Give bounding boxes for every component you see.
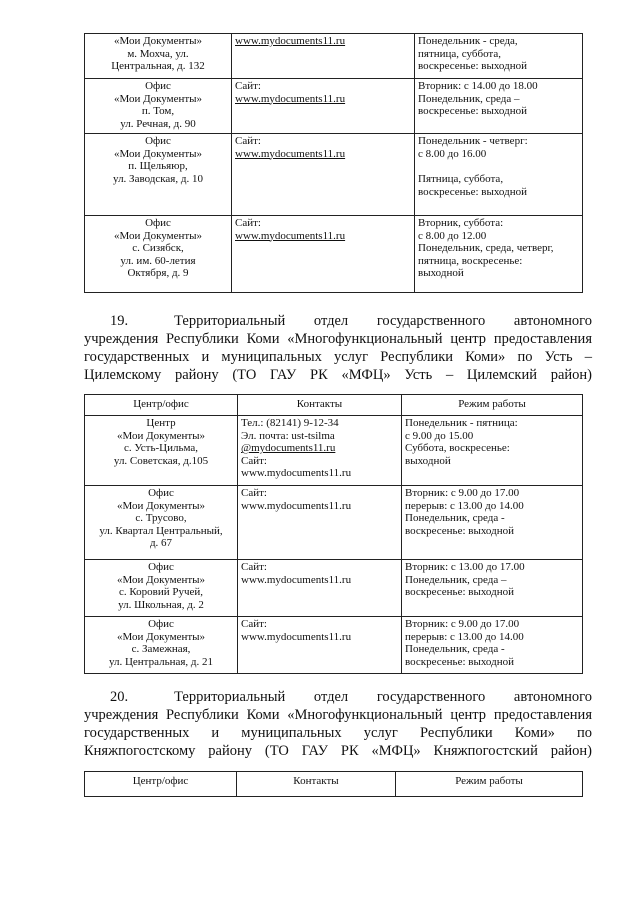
- hours-line: с 8.00 до 12.00: [418, 229, 487, 242]
- hours-line: воскресенье: выходной: [418, 60, 527, 72]
- hours-cell: [415, 79, 583, 134]
- office-line: с. Сизябск,: [132, 242, 184, 254]
- contacts-cell: [238, 486, 402, 560]
- office-line: п. Том,: [141, 105, 175, 117]
- hours-cell: [415, 216, 583, 293]
- header-contacts: Контакты: [237, 772, 396, 797]
- contacts-cell: [232, 34, 415, 79]
- office-line: м. Мохча, ул.: [127, 47, 189, 60]
- office-cell: [85, 416, 238, 486]
- hours-line: воскресенье: выходной: [418, 105, 527, 117]
- contact-link[interactable]: www.mydocuments11.ru: [241, 467, 352, 479]
- header-contacts: Контакты: [238, 395, 402, 416]
- hours-line: Понедельник, среда -: [405, 512, 505, 524]
- contact-line: Сайт:: [235, 217, 261, 229]
- office-cell: [85, 79, 232, 134]
- section-19-number: 19.: [110, 313, 129, 329]
- office-line: «Мои Документы»: [113, 35, 203, 47]
- hours-line: воскресенье: выходной: [405, 524, 514, 537]
- office-line: «Мои Документы»: [116, 630, 206, 643]
- office-line: «Мои Документы»: [116, 573, 206, 586]
- contact-link[interactable]: www.mydocuments11.ru: [235, 92, 346, 105]
- hours-line: Вторник, суббота:: [418, 217, 504, 229]
- office-cell: [85, 34, 232, 79]
- hours-cell: [415, 34, 583, 79]
- table-header-row: [85, 395, 583, 416]
- header-office: Центр/офис: [85, 772, 237, 797]
- contact-link[interactable]: www.mydocuments11.ru: [235, 35, 346, 47]
- hours-line: Понедельник - четверг:: [418, 135, 528, 147]
- contact-link[interactable]: www.mydocuments11.ru: [241, 499, 352, 512]
- hours-line: перерыв: с 13.00 до 14.00: [405, 499, 524, 512]
- hours-cell: [402, 560, 583, 617]
- section-20-number: 20.: [110, 689, 129, 705]
- table-row: [85, 486, 583, 560]
- office-line: Центральная, д. 132: [111, 60, 205, 72]
- hours-line: Суббота, воскресенье:: [405, 442, 510, 454]
- hours-cell: [402, 416, 583, 486]
- table-row: [85, 134, 583, 216]
- contacts-cell: [238, 416, 402, 486]
- office-line: «Мои Документы»: [113, 147, 203, 160]
- office-line: «Мои Документы»: [113, 229, 203, 242]
- office-line: с. Усть-Цильма,: [123, 442, 199, 454]
- office-cell: [85, 560, 238, 617]
- contact-line: Сайт:: [235, 80, 261, 92]
- hours-line: Понедельник - пятница:: [405, 417, 518, 429]
- knyazhpogost-offices-table: [84, 771, 583, 797]
- office-line: ул. Советская, д.105: [113, 454, 209, 467]
- table-row: [85, 617, 583, 674]
- office-line: Офис: [148, 561, 174, 573]
- contacts-cell: [232, 134, 415, 216]
- hours-spacer: [418, 160, 579, 173]
- hours-line: Вторник: с 14.00 до 18.00: [418, 80, 538, 92]
- hours-line: с 9.00 до 15.00: [405, 429, 474, 442]
- hours-line: Пятница, суббота,: [418, 173, 504, 185]
- hours-line: Вторник: с 13.00 до 17.00: [405, 561, 525, 573]
- office-line: с. Трусово,: [135, 512, 187, 524]
- contact-link[interactable]: www.mydocuments11.ru: [235, 147, 346, 160]
- office-cell: [85, 216, 232, 293]
- office-line: Офис: [145, 135, 171, 147]
- office-line: Офис: [145, 80, 171, 92]
- office-line: ул. Заводская, д. 10: [113, 172, 203, 185]
- section-19-text: Территориальный отдел государственного автономного учреждения Республики Коми «Многофункциональный центр предоставления государственных и муниципальных услуг Республики Коми» по Усть – Цилемскому району (ТО ГАУ РК «МФЦ» Усть – Цилемский район): [84, 313, 592, 383]
- office-line: с. Замежная,: [131, 643, 191, 655]
- hours-line: выходной: [405, 454, 451, 467]
- hours-line: с 8.00 до 16.00: [418, 147, 487, 160]
- office-line: ул. Речная, д. 90: [120, 117, 196, 130]
- table-row: [85, 79, 583, 134]
- hours-cell: [402, 486, 583, 560]
- header-office: Центр/офис: [85, 395, 238, 416]
- contact-line: Тел.: (82141) 9-12-34: [241, 417, 339, 429]
- contact-line: Сайт:: [241, 487, 267, 499]
- contact-link[interactable]: Эл. почта: ust-tsilma: [241, 429, 335, 442]
- office-line: ул. Центральная, д. 21: [108, 655, 214, 668]
- contact-line: Сайт:: [241, 618, 267, 630]
- hours-line: Вторник: с 9.00 до 17.00: [405, 618, 520, 630]
- contact-link[interactable]: www.mydocuments11.ru: [241, 573, 352, 586]
- table-row: [85, 34, 583, 79]
- contacts-cell: [238, 560, 402, 617]
- offices-table-continued: [84, 33, 583, 293]
- office-line: Октября, д. 9: [127, 267, 189, 279]
- office-line: Центр: [146, 417, 176, 429]
- office-cell: [85, 617, 238, 674]
- office-line: «Мои Документы»: [116, 499, 206, 512]
- office-line: «Мои Документы»: [116, 429, 206, 442]
- office-line: ул. им. 60-летия: [120, 254, 196, 267]
- table-row: [85, 216, 583, 293]
- hours-cell: [415, 134, 583, 216]
- hours-line: воскресенье: выходной: [405, 586, 514, 598]
- hours-cell: [402, 617, 583, 674]
- offices-table-body: [85, 34, 583, 293]
- hours-line: Вторник: с 9.00 до 17.00: [405, 487, 520, 499]
- office-line: ул. Школьная, д. 2: [118, 598, 204, 611]
- section-20-paragraph: [84, 688, 592, 760]
- header-hours: Режим работы: [396, 772, 583, 797]
- contact-link[interactable]: www.mydocuments11.ru: [235, 229, 346, 242]
- contact-line: Сайт:: [235, 135, 261, 147]
- section-20-text: Территориальный отдел государственного автономного учреждения Республики Коми «Многофункциональный центр предоставления государственных и муниципальных услуг Республики Коми» по Княжпогостскому району (ТО ГАУ РК «МФЦ» Княжпогостский район): [84, 689, 592, 759]
- office-line: с. Коровий Ручей,: [118, 586, 204, 598]
- office-line: Офис: [145, 217, 171, 229]
- header-hours: Режим работы: [402, 395, 583, 416]
- contacts-cell: [232, 216, 415, 293]
- table-row: [85, 416, 583, 486]
- contact-line: Сайт:: [241, 454, 267, 467]
- hours-line: воскресенье: выходной: [418, 185, 527, 198]
- hours-line: перерыв: с 13.00 до 14.00: [405, 630, 524, 643]
- ust-tsilma-offices-table: [84, 394, 583, 674]
- office-line: п. Щельяюр,: [128, 160, 188, 172]
- section-19-paragraph: [84, 312, 592, 384]
- hours-line: пятница, воскресенье:: [418, 254, 523, 267]
- table-row: [85, 560, 583, 617]
- hours-line: Понедельник, среда –: [418, 92, 520, 105]
- hours-line: выходной: [418, 267, 464, 279]
- table-header-row: [85, 772, 583, 797]
- contact-line: Сайт:: [241, 561, 267, 573]
- office-cell: [85, 486, 238, 560]
- contact-link[interactable]: www.mydocuments11.ru: [241, 630, 352, 643]
- office-cell: [85, 134, 232, 216]
- hours-line: Понедельник, среда, четверг,: [418, 242, 554, 254]
- contacts-cell: [232, 79, 415, 134]
- office-line: «Мои Документы»: [113, 92, 203, 105]
- hours-line: воскресенье: выходной: [405, 655, 514, 668]
- hours-line: пятница, суббота,: [418, 47, 502, 60]
- ust-tsilma-table-body: [85, 416, 583, 674]
- hours-line: Понедельник, среда –: [405, 573, 507, 586]
- hours-line: Понедельник - среда,: [418, 35, 518, 47]
- contacts-cell: [238, 617, 402, 674]
- contact-link[interactable]: @mydocuments11.ru: [241, 442, 336, 454]
- office-line: д. 67: [149, 537, 173, 549]
- office-line: ул. Квартал Центральный,: [99, 524, 223, 537]
- hours-line: Понедельник, среда -: [405, 643, 505, 655]
- office-line: Офис: [148, 487, 174, 499]
- office-line: Офис: [148, 618, 174, 630]
